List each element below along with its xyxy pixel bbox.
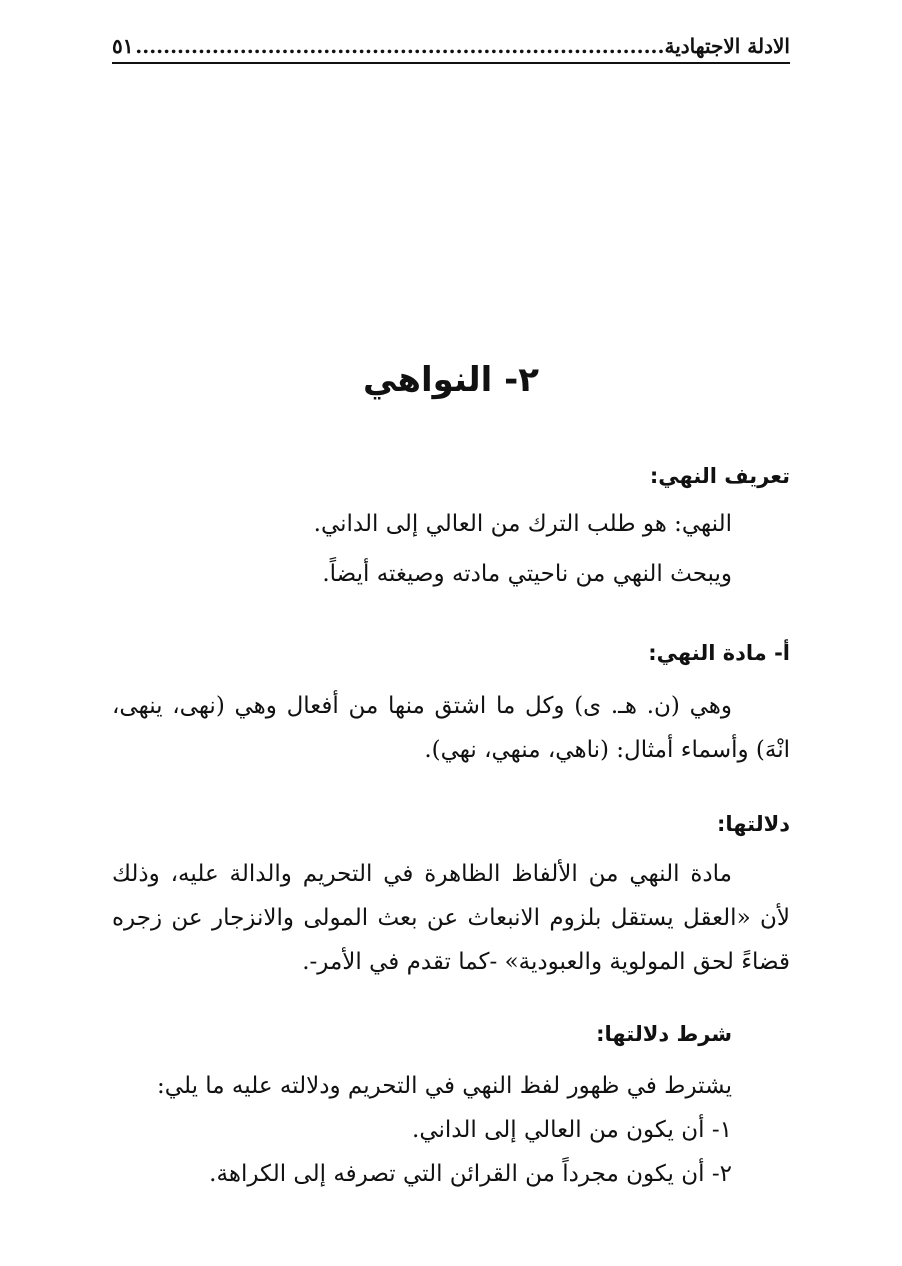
material-heading: أ- مادة النهي: bbox=[648, 641, 790, 665]
indication-body bbox=[112, 852, 790, 984]
definition-line-2: ويبحث النهي من ناحيتي مادته وصيغته أيضاً. bbox=[322, 561, 732, 587]
condition-item-1: ١- أن يكون من العالي إلى الداني. bbox=[412, 1117, 732, 1143]
indication-heading: دلالتها: bbox=[716, 812, 790, 836]
header-dots: ............................................................................ bbox=[135, 34, 665, 58]
definition-heading: تعريف النهي: bbox=[649, 464, 790, 488]
material-body bbox=[112, 684, 790, 772]
running-header bbox=[112, 30, 790, 64]
condition-body bbox=[112, 1064, 790, 1196]
condition-heading: شرط دلالتها: bbox=[596, 1022, 732, 1046]
definition-line-1: النهي: هو طلب الترك من العالي إلى الداني. bbox=[313, 511, 732, 537]
chapter-title: ٢- النواهي bbox=[363, 360, 539, 400]
condition-item-2: ٢- أن يكون مجرداً من القرائن التي تصرفه إلى الكراهة. bbox=[209, 1161, 732, 1187]
definition-body bbox=[112, 502, 790, 596]
condition-section bbox=[112, 1022, 790, 1046]
material-paragraph: وهي (ن. هـ. ى) وكل ما اشتق منها من أفعال وهي (نهى، ينهى، انْهَ) وأسماء أمثال: (ناهي، منهي، نهي). bbox=[112, 693, 790, 763]
header-title: الادلة الاجتهادية............................................................................ bbox=[135, 34, 790, 58]
page-number: ٥١ bbox=[112, 34, 134, 58]
indication-paragraph: مادة النهي من الألفاظ الظاهرة في التحريم والدالة عليه، وذلك لأن «العقل يستقل بلزوم الانبعاث عن بعث المولى والانزجار عن زجره قضاءً لحق المولوية والعبودية» -كما تقدم في الأمر-. bbox=[112, 861, 790, 975]
indication-section bbox=[112, 812, 790, 836]
condition-intro: يشترط في ظهور لفظ النهي في التحريم ودلالته عليه ما يلي: bbox=[157, 1073, 732, 1099]
definition-section bbox=[112, 464, 790, 488]
material-section bbox=[112, 641, 790, 665]
